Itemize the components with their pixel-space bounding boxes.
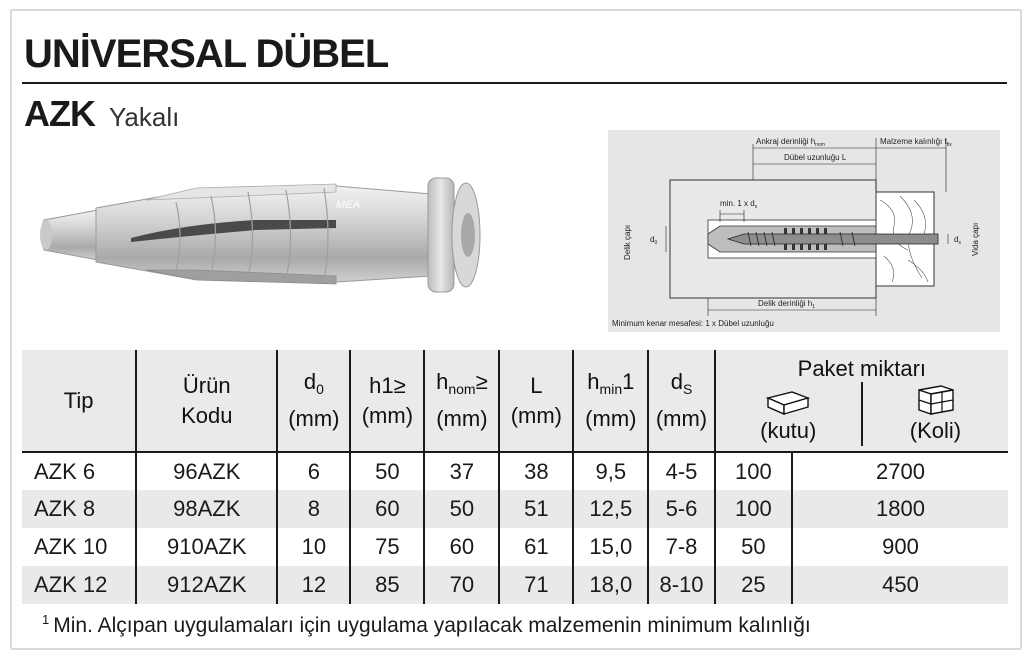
cell-length: 51	[499, 490, 573, 528]
cell-hmin: 15,0	[573, 528, 648, 566]
header-package: Paket miktarı (kutu) (Koli)	[715, 350, 1008, 452]
header-ds: $d_S$ (mm)	[648, 350, 714, 452]
installation-diagram	[608, 130, 1000, 332]
title-divider	[22, 82, 1007, 84]
cell-h1: 60	[350, 490, 424, 528]
box-icon	[764, 382, 812, 416]
cell-tip: AZK 6	[22, 452, 136, 490]
cell-length: 61	[499, 528, 573, 566]
cell-hnom: 70	[424, 566, 499, 604]
cell-ds: 4-5	[648, 452, 714, 490]
cell-ds: 8-10	[648, 566, 714, 604]
page-title: UNİVERSAL DÜBEL	[24, 32, 389, 76]
d0-label: $d_0$	[650, 235, 658, 246]
model-heading	[24, 93, 179, 135]
cell-length: 71	[499, 566, 573, 604]
cell-h1: 75	[350, 528, 424, 566]
material-thickness-label: Malzeme kalınlığı $t_{fix}$	[880, 137, 952, 148]
cell-code: 912AZK	[136, 566, 277, 604]
cell-tip: AZK 8	[22, 490, 136, 528]
cell-case: 900	[792, 528, 1008, 566]
cell-hnom: 50	[424, 490, 499, 528]
ds-label: $d_s$	[954, 235, 961, 246]
cell-hnom: 60	[424, 528, 499, 566]
cell-d0: 12	[277, 566, 350, 604]
header-h1: h1≥ (mm)	[350, 350, 424, 452]
cell-case: 1800	[792, 490, 1008, 528]
dowel-product-image	[36, 170, 486, 300]
dowel-length-label: Dübel uzunluğu L	[784, 153, 847, 162]
cell-h1: 50	[350, 452, 424, 490]
edge-distance-label: Minimum kenar mesafesi: 1 x Dübel uzunluğu	[612, 319, 774, 328]
cell-ds: 7-8	[648, 528, 714, 566]
cell-code: 98AZK	[136, 490, 277, 528]
footnote-mark: 1	[42, 612, 50, 627]
min-distance-label: min. 1 x $d_s$	[720, 199, 758, 210]
cell-hmin: 9,5	[573, 452, 648, 490]
spec-table	[22, 350, 1008, 604]
cell-hnom: 37	[424, 452, 499, 490]
table-row	[22, 452, 1008, 490]
table-row	[22, 490, 1008, 528]
table-row	[22, 566, 1008, 604]
cell-box: 100	[715, 452, 792, 490]
table-row	[22, 528, 1008, 566]
anchor-depth-label: Ankraj derinliği $h_{nom}$	[756, 137, 825, 148]
cell-d0: 8	[277, 490, 350, 528]
cell-case: 450	[792, 566, 1008, 604]
header-hmin: $h_{min}1$ (mm)	[573, 350, 648, 452]
cell-box: 50	[715, 528, 792, 566]
model-description: Yakalı	[109, 102, 180, 132]
cell-length: 38	[499, 452, 573, 490]
header-hnom: $h_{nom}\ge$ (mm)	[424, 350, 499, 452]
cell-tip: AZK 10	[34, 534, 108, 559]
footnote	[42, 612, 811, 638]
cell-box: 25	[715, 566, 792, 604]
brand-mark: MEA	[336, 199, 361, 211]
header-length: L (mm)	[499, 350, 573, 452]
cell-hmin: 18,0	[573, 566, 648, 604]
header-tip: Tip	[22, 350, 136, 452]
cell-d0: 10	[277, 528, 350, 566]
cell-code: 96AZK	[136, 452, 277, 490]
header-code: Ürün Kodu	[136, 350, 277, 452]
cell-case: 2700	[792, 452, 1008, 490]
cell-d0: 6	[277, 452, 350, 490]
header-d0: $d_0$ (mm)	[277, 350, 350, 452]
hole-depth-label: Delik derinliği $h_1$	[758, 299, 816, 310]
cell-box: 100	[715, 490, 792, 528]
cell-hmin: 12,5	[573, 490, 648, 528]
case-icon	[911, 382, 959, 416]
cell-h1: 85	[350, 566, 424, 604]
footnote-text: Min. Alçıpan uygulamaları için uygulama yapılacak malzemenin minimum kalınlığı	[53, 614, 811, 637]
cell-code: 910AZK	[136, 528, 277, 566]
cell-ds: 5-6	[648, 490, 714, 528]
hole-diameter-label: Delik çapı	[623, 224, 632, 260]
cell-tip: AZK 12	[22, 566, 136, 604]
model-code: AZK	[24, 93, 95, 134]
screw-diameter-label: Vida çapı	[971, 222, 980, 256]
